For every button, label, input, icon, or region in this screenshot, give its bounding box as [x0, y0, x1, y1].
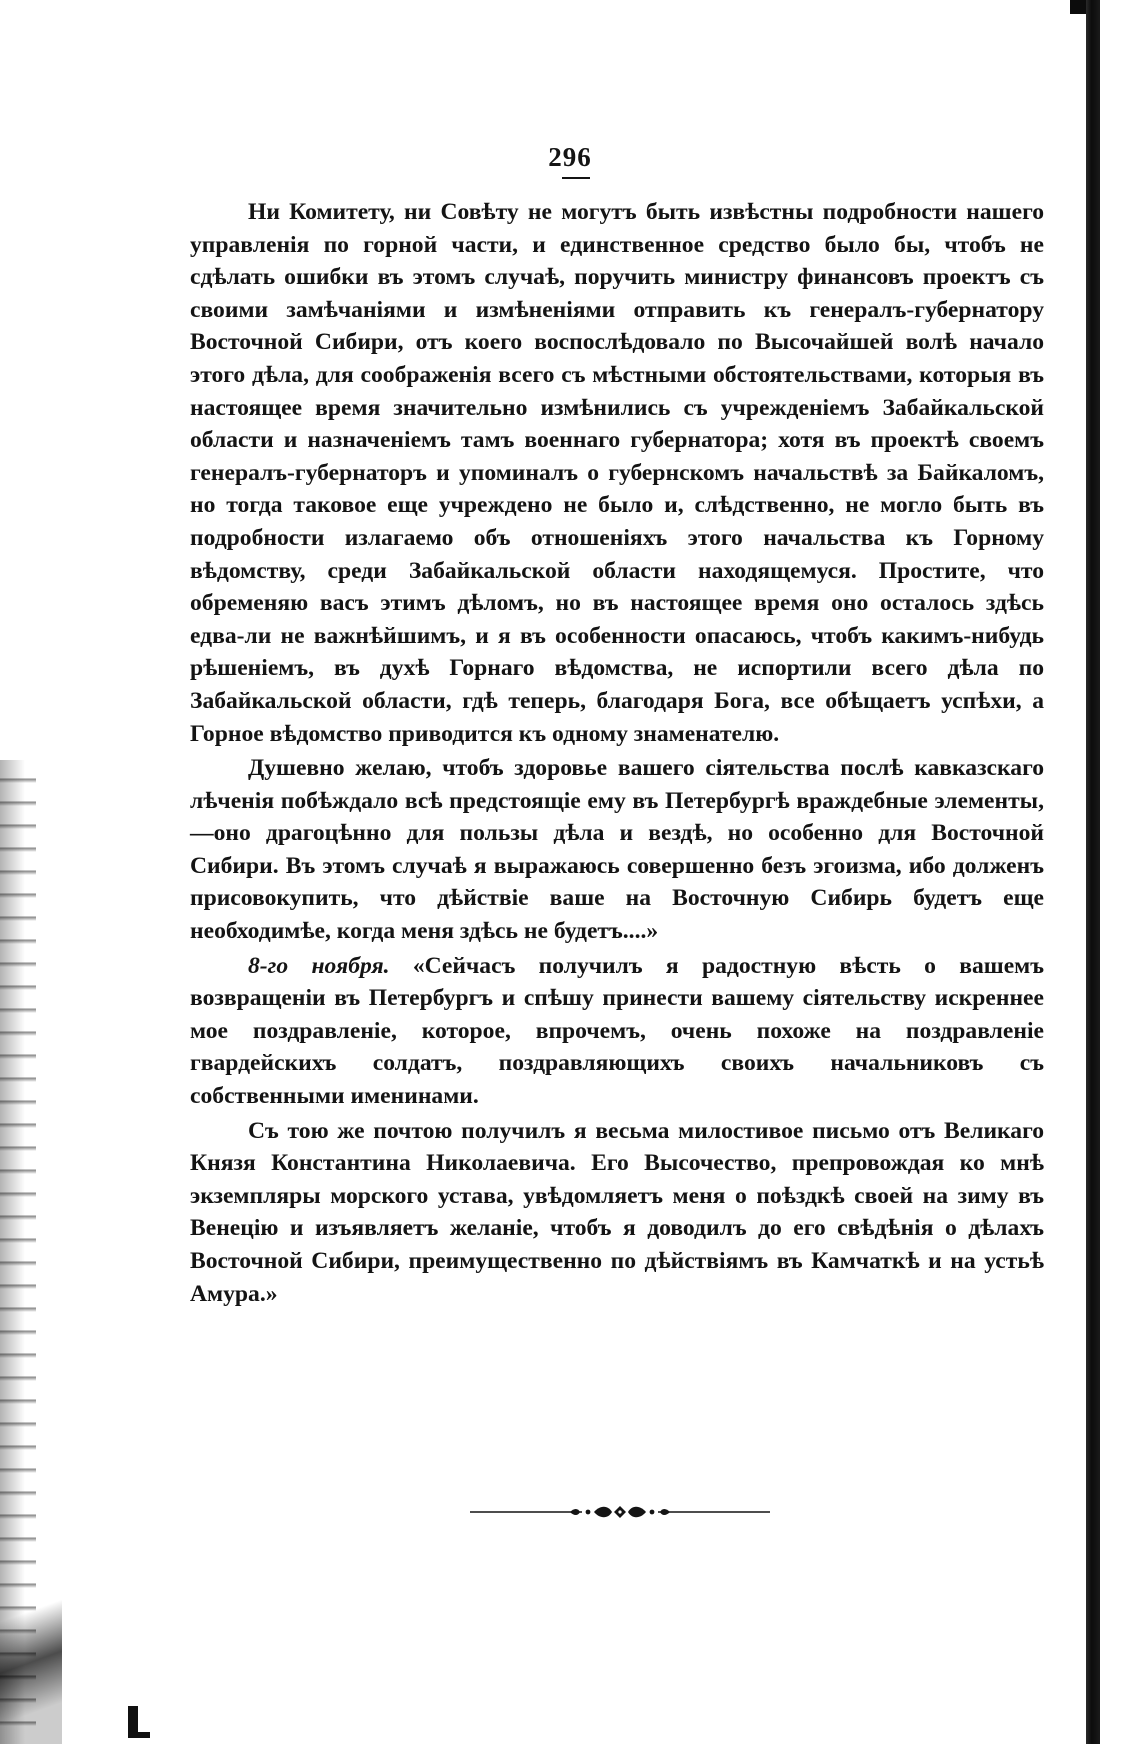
- paragraph: Душевно желаю, чтобъ здоровье вашего сіятельства послѣ кавказскаго лѣченія побѣждало всѣ предстоящіе ему въ Петербургѣ враждебные элементы,—оно драгоцѣнно для пользы дѣла и вездѣ, но особенно для Восточной Сибири. Въ этомъ случаѣ я выражаюсь совершенно безъ эгоизма, ибо долженъ присовокупить, что дѣйствіе ваше на Восточную Сибирь будетъ еще необходимѣе, когда меня здѣсь не будетъ....»: [190, 755, 1044, 945]
- paragraph: Съ тою же почтою получилъ я весьма милостивое письмо отъ Великаго Князя Константина Николаевича. Его Высочество, препровождая ко мнѣ экземпляры морского устава, увѣдомляетъ меня о поѣздкѣ своей на зиму въ Венецію и изъявляетъ желаніе, чтобъ я доводилъ до его свѣдѣнія о дѣлахъ Восточной Сибири, преимущественно по дѣйствіямъ въ Камчаткѣ и на устьѣ Амура.»: [190, 1117, 1044, 1307]
- paragraph: Ни Комитету, ни Совѣту не могутъ быть извѣстны подробности нашего управленія по горной части, и единственное средство было бы, чтобъ не сдѣлать ошибки въ этомъ случаѣ, поручить министру финансовъ проектъ съ своими замѣчаніями и измѣненіями отправить къ генералъ-губернатору Восточной Сибири, отъ коего воспослѣдовало по Высочайшей волѣ начало этого дѣла, для соображенія всего съ мѣстными обстоятельствами, которыя въ настоящее время значительно измѣнились съ учрежденіемъ Забайкальской области и назначеніемъ тамъ военнаго губернатора; хотя въ проектѣ своемъ генералъ-губернаторъ и упоминалъ о губернскомъ начальствѣ за Байкаломъ, но тогда таковое еще учреждено не было и, слѣдственно, не могло быть въ подробности излагаемо объ отношеніяхъ этого начальства къ Горному вѣдомству, среди Забайкальской области находящемуся. Простите, что обременяю васъ этимъ дѣломъ, но въ настоящее время оно осталось здѣсь едва-ли не важнѣйшимъ, и я въ особенности опасаюсь, чтобъ какимъ-нибудь рѣшеніемъ, въ духѣ Горнаго вѣдомства, не испортили всего дѣла по Забайкальской области, гдѣ теперь, благодаря Бога, все обѣщаетъ успѣхи, а Горное вѣдомство приводится къ одному знаменателю.: [190, 199, 1044, 747]
- corner-mark-foot: [128, 1732, 150, 1738]
- body-text: [190, 196, 1044, 1310]
- page-number: [0, 142, 1140, 179]
- left-scan-edge-shadow: [0, 1560, 62, 1744]
- page-number-text: 296: [548, 142, 592, 172]
- dateline: 8-го ноября.: [248, 952, 390, 979]
- paragraph-dated: [190, 950, 1044, 1113]
- binding-edge: [1086, 0, 1100, 1744]
- tailpiece-ornament-icon: [470, 1502, 770, 1522]
- page-number-rule: [562, 177, 590, 179]
- paragraph-text: «Сейчасъ получилъ я радостную вѣсть о вашемъ возвращеніи въ Петербургъ и спѣшу принести вашему сіятельству искреннее мое поздравленіе, которое, впрочемъ, очень похоже на поздравленіе гвардейскихъ солдатъ, поздравляющихъ своихъ начальниковъ съ собственными именинами.: [190, 952, 1045, 1110]
